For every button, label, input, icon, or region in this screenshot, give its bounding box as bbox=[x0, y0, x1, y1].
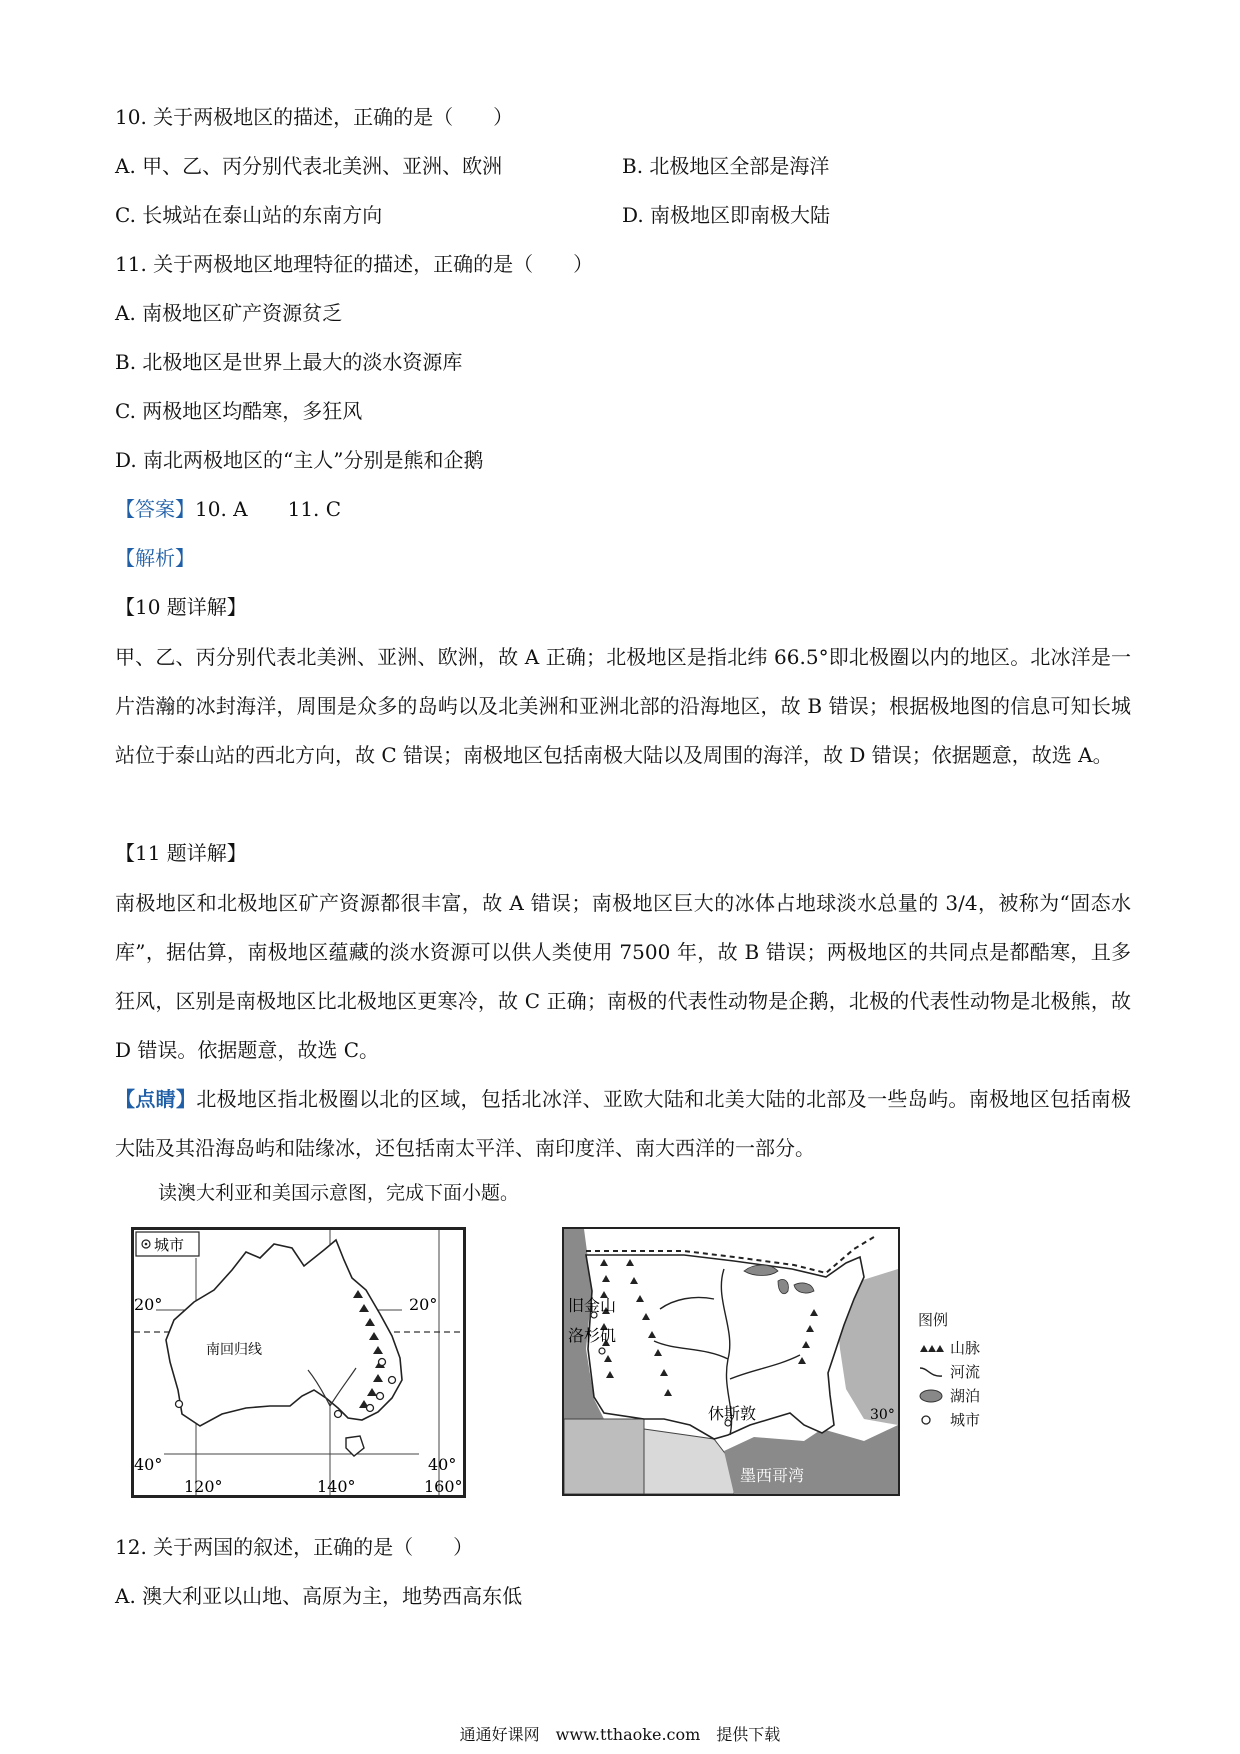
map-intro: 读澳大利亚和美国示意图，完成下面小题。 bbox=[158, 1182, 520, 1204]
analysis-label: 【解析】 bbox=[115, 546, 195, 570]
detail-11-text: 南极地区和北极地区矿产资源都很丰富，故 A 错误；南极地区巨大的冰体占地球淡水总量的 3/4，被称为“固态水库”，据估算，南极地区蕴藏的淡水资源可以供人类使用 7500 年，故 B 错误；两极地区的共同点是都酷寒，且多狂风，区别是南极地区比北极地区更寒冷，故 C 正确；南极的代表性动物是企鹅，北极的代表性动物是北极熊，故 D 错误。依据题意，故选 C。 bbox=[115, 891, 1131, 1062]
question-10-option-a: A. 甲、乙、丙分别代表北美洲、亚洲、欧洲 bbox=[115, 154, 503, 178]
los-angeles-label: 洛杉矶 bbox=[568, 1326, 617, 1345]
lat-40-right: 40° bbox=[428, 1455, 457, 1474]
legend-row-river bbox=[918, 1360, 1018, 1384]
tip-label: 【点睛】 bbox=[115, 1087, 197, 1111]
question-11-stem: 11. 关于两极地区地理特征的描述，正确的是（ ） bbox=[115, 252, 594, 276]
answer-line bbox=[115, 494, 341, 524]
question-10-stem: 10. 关于两极地区的描述，正确的是（ ） bbox=[115, 105, 514, 129]
detail-10-text: 甲、乙、丙分别代表北美洲、亚洲、欧洲，故 A 正确；北极地区是指北纬 66.5°即北极圈以内的地区。北冰洋是一片浩瀚的冰封海洋，周围是众多的岛屿以及北美洲和亚洲北部的沿海地区，故 B 错误；根据极地图的信息可知长城站位于泰山站的西北方向，故 C 错误；南极地区包括南极大陆以及周围的海洋，故 D 错误；依据题意，故选 A。 bbox=[115, 645, 1131, 767]
question-10-option-c: C. 长城站在泰山站的东南方向 bbox=[115, 203, 383, 227]
detail-10-heading: 【10 题详解】 bbox=[115, 595, 247, 619]
legend-title: 图例 bbox=[918, 1311, 949, 1329]
legend-row-lake bbox=[918, 1384, 1018, 1408]
lat-20-left: 20° bbox=[134, 1295, 163, 1314]
tip-text: 北极地区指北极圈以北的区域，包括北冰洋、亚欧大陆和北美大陆的北部及一些岛屿。南极地区包括南极大陆及其沿海岛屿和陆缘冰，还包括南太平洋、南印度洋、南大西洋的一部分。 bbox=[115, 1087, 1132, 1160]
question-10-option-d: D. 南极地区即南极大陆 bbox=[622, 203, 831, 227]
legend-mountain-label: 山脉 bbox=[950, 1339, 981, 1357]
houston-label: 休斯敦 bbox=[708, 1404, 757, 1423]
mountain-legend-icon bbox=[918, 1342, 944, 1354]
question-11-option-d: D. 南北两极地区的“主人”分别是熊和企鹅 bbox=[115, 448, 484, 472]
lat-20-right: 20° bbox=[409, 1295, 438, 1314]
legend-city-label: 城市 bbox=[154, 1236, 185, 1254]
lat-40-left: 40° bbox=[134, 1455, 163, 1474]
legend-river-label: 河流 bbox=[950, 1363, 981, 1381]
tasmania-outline bbox=[346, 1436, 364, 1456]
lon-120-label: 120° bbox=[184, 1477, 223, 1495]
san-francisco-label: 旧金山 bbox=[568, 1296, 617, 1315]
australia-map bbox=[131, 1227, 466, 1498]
question-10-option-b: B. 北极地区全部是海洋 bbox=[622, 154, 830, 178]
lon-160-label: 160° bbox=[424, 1477, 463, 1495]
river-legend-icon bbox=[918, 1365, 944, 1379]
legend-row-mountain bbox=[918, 1336, 1018, 1360]
tropic-label: 南回归线 bbox=[206, 1342, 262, 1358]
map-legend bbox=[918, 1308, 1018, 1432]
analysis-heading bbox=[115, 543, 195, 573]
question-12-option-a: A. 澳大利亚以山地、高原为主，地势西高东低 bbox=[115, 1584, 523, 1608]
question-11-option-a: A. 南极地区矿产资源贫乏 bbox=[115, 301, 343, 325]
answer-label: 【答案】 bbox=[115, 497, 195, 521]
detail-11-heading: 【11 题详解】 bbox=[115, 841, 247, 865]
gulf-of-mexico-label: 墨西哥湾 bbox=[740, 1466, 805, 1485]
page-footer: 通通好课网 www.tthaoke.com 提供下载 bbox=[459, 1725, 781, 1744]
lon-140-label: 140° bbox=[317, 1477, 356, 1495]
lat-30-label: 30° bbox=[870, 1407, 895, 1423]
legend-lake-label: 湖泊 bbox=[950, 1387, 981, 1405]
legend-row-city bbox=[918, 1408, 1018, 1432]
city-legend-icon bbox=[918, 1413, 944, 1427]
answer-text: 10. A 11. C bbox=[195, 497, 342, 521]
question-12-stem: 12. 关于两国的叙述，正确的是（ ） bbox=[115, 1535, 474, 1559]
legend-city-label: 城市 bbox=[950, 1411, 981, 1429]
usa-map bbox=[562, 1227, 900, 1496]
question-11-option-c: C. 两极地区均酷寒，多狂风 bbox=[115, 399, 363, 423]
question-11-option-b: B. 北极地区是世界上最大的淡水资源库 bbox=[115, 350, 463, 374]
lake-legend-icon bbox=[918, 1388, 944, 1404]
tip-paragraph bbox=[115, 1075, 1131, 1173]
australia-outline bbox=[166, 1240, 402, 1426]
